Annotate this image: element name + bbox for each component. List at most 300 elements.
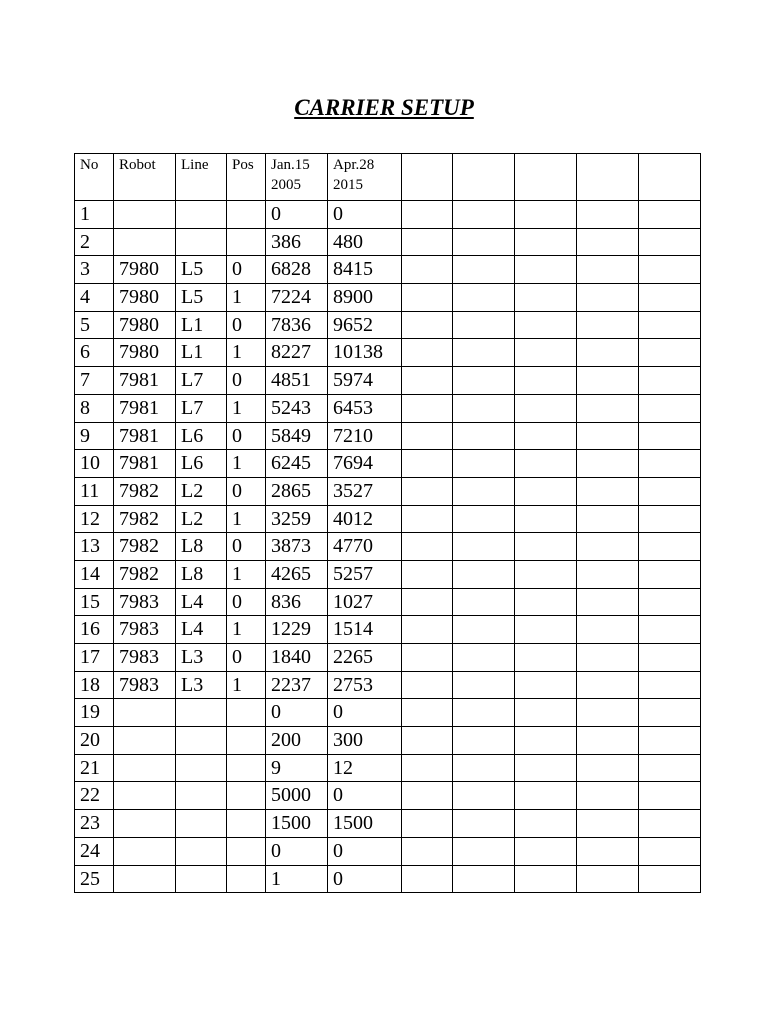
column-header xyxy=(114,154,176,201)
column-header xyxy=(227,154,266,201)
table-cell xyxy=(639,644,701,672)
table-cell: L8 xyxy=(176,533,227,561)
table-cell: 0 xyxy=(227,256,266,284)
table-cell: 1027 xyxy=(328,588,402,616)
table-cell xyxy=(227,201,266,229)
table-cell xyxy=(639,256,701,284)
table-cell: 7210 xyxy=(328,422,402,450)
table-cell xyxy=(453,782,515,810)
table-cell: 6828 xyxy=(266,256,328,284)
table-cell: 0 xyxy=(266,837,328,865)
table-cell xyxy=(577,644,639,672)
table-cell: 0 xyxy=(227,644,266,672)
table-cell: L5 xyxy=(176,256,227,284)
table-cell: 0 xyxy=(328,201,402,229)
table-cell xyxy=(176,754,227,782)
table-cell: 11 xyxy=(75,477,114,505)
table-cell: 20 xyxy=(75,727,114,755)
table-cell xyxy=(577,201,639,229)
table-cell xyxy=(577,422,639,450)
table-cell xyxy=(402,311,453,339)
table-cell xyxy=(402,616,453,644)
table-cell: 7 xyxy=(75,367,114,395)
table-cell: 7980 xyxy=(114,311,176,339)
table-cell: 19 xyxy=(75,699,114,727)
table-cell: 7983 xyxy=(114,588,176,616)
table-cell: 200 xyxy=(266,727,328,755)
table-cell xyxy=(176,727,227,755)
table-row xyxy=(75,367,701,395)
table-cell: 7981 xyxy=(114,394,176,422)
table-cell xyxy=(402,533,453,561)
column-header xyxy=(639,154,701,201)
table-cell xyxy=(577,533,639,561)
column-header-line1: Line xyxy=(181,157,209,173)
column-header xyxy=(453,154,515,201)
table-cell: 7980 xyxy=(114,284,176,312)
table-row xyxy=(75,782,701,810)
table-cell xyxy=(577,367,639,395)
column-header-line2: 2015 xyxy=(333,177,363,193)
table-cell: 7982 xyxy=(114,477,176,505)
table-cell: 2 xyxy=(75,228,114,256)
table-cell: 7694 xyxy=(328,450,402,478)
table-cell xyxy=(577,560,639,588)
table-cell xyxy=(453,810,515,838)
table-cell xyxy=(402,699,453,727)
column-header-line1: Apr.28 xyxy=(333,157,375,173)
table-cell xyxy=(402,560,453,588)
table-row xyxy=(75,865,701,893)
table-cell: 1500 xyxy=(328,810,402,838)
table-cell: L6 xyxy=(176,422,227,450)
table-cell: 3527 xyxy=(328,477,402,505)
table-cell: 13 xyxy=(75,533,114,561)
table-cell xyxy=(402,865,453,893)
table-cell xyxy=(515,837,577,865)
table-cell: 4012 xyxy=(328,505,402,533)
table-cell xyxy=(515,505,577,533)
table-cell: 23 xyxy=(75,810,114,838)
table-row xyxy=(75,422,701,450)
table-cell: 4265 xyxy=(266,560,328,588)
table-cell: L4 xyxy=(176,616,227,644)
table-cell: 7980 xyxy=(114,256,176,284)
table-cell: 7224 xyxy=(266,284,328,312)
table-cell: L1 xyxy=(176,339,227,367)
table-cell xyxy=(453,422,515,450)
table-cell: 2753 xyxy=(328,671,402,699)
table-cell xyxy=(402,727,453,755)
table-row xyxy=(75,256,701,284)
table-cell: 7983 xyxy=(114,616,176,644)
column-header-line1: Jan.15 xyxy=(271,157,310,173)
table-row xyxy=(75,533,701,561)
table-cell xyxy=(114,782,176,810)
table-cell xyxy=(227,727,266,755)
table-cell xyxy=(639,865,701,893)
table-cell: 3259 xyxy=(266,505,328,533)
table-cell xyxy=(227,699,266,727)
table-cell xyxy=(453,228,515,256)
column-header xyxy=(328,154,402,201)
table-cell xyxy=(515,727,577,755)
table-cell xyxy=(577,339,639,367)
table-cell: L3 xyxy=(176,644,227,672)
table-cell xyxy=(114,837,176,865)
table-cell xyxy=(453,284,515,312)
table-cell xyxy=(515,754,577,782)
table-cell xyxy=(577,394,639,422)
table-cell: 9 xyxy=(266,754,328,782)
table-cell xyxy=(577,284,639,312)
table-cell xyxy=(114,201,176,229)
table-cell xyxy=(577,837,639,865)
table-cell xyxy=(639,782,701,810)
table-cell: L6 xyxy=(176,450,227,478)
table-cell xyxy=(515,450,577,478)
table-cell: 1 xyxy=(227,284,266,312)
table-cell: L1 xyxy=(176,311,227,339)
table-cell: 7982 xyxy=(114,505,176,533)
table-cell xyxy=(114,727,176,755)
table-cell xyxy=(515,422,577,450)
table-cell xyxy=(639,367,701,395)
table-row xyxy=(75,201,701,229)
table-row xyxy=(75,644,701,672)
table-cell xyxy=(577,810,639,838)
table-header-row xyxy=(75,154,701,201)
table-cell xyxy=(114,754,176,782)
table-cell: 5000 xyxy=(266,782,328,810)
table-cell: 5243 xyxy=(266,394,328,422)
table-cell: 16 xyxy=(75,616,114,644)
table-cell: 386 xyxy=(266,228,328,256)
table-cell xyxy=(402,837,453,865)
table-cell xyxy=(402,810,453,838)
table-cell: 2865 xyxy=(266,477,328,505)
table-cell: 17 xyxy=(75,644,114,672)
table-cell: 12 xyxy=(328,754,402,782)
table-cell xyxy=(639,311,701,339)
table-cell: 10138 xyxy=(328,339,402,367)
table-cell xyxy=(639,560,701,588)
table-cell xyxy=(453,865,515,893)
table-cell xyxy=(114,865,176,893)
table-cell xyxy=(453,256,515,284)
table-cell xyxy=(402,284,453,312)
table-cell: 1 xyxy=(227,450,266,478)
table-cell xyxy=(453,394,515,422)
table-cell: 5 xyxy=(75,311,114,339)
table-cell: 0 xyxy=(227,367,266,395)
table-cell xyxy=(453,367,515,395)
table-cell xyxy=(453,727,515,755)
table-cell xyxy=(577,616,639,644)
column-header xyxy=(75,154,114,201)
table-cell xyxy=(639,422,701,450)
table-cell xyxy=(639,505,701,533)
table-cell xyxy=(639,284,701,312)
table-cell xyxy=(577,477,639,505)
table-cell: 300 xyxy=(328,727,402,755)
table-cell xyxy=(515,671,577,699)
table-cell xyxy=(114,810,176,838)
table-cell: L7 xyxy=(176,367,227,395)
table-cell: 1 xyxy=(227,339,266,367)
table-cell xyxy=(515,228,577,256)
table-cell: 12 xyxy=(75,505,114,533)
table-cell: 0 xyxy=(227,588,266,616)
table-cell: 1 xyxy=(75,201,114,229)
table-cell: 2265 xyxy=(328,644,402,672)
table-cell xyxy=(577,311,639,339)
table-cell xyxy=(639,616,701,644)
table-cell: 1 xyxy=(266,865,328,893)
table-cell: 21 xyxy=(75,754,114,782)
table-cell xyxy=(227,865,266,893)
table-cell xyxy=(515,284,577,312)
table-cell: 0 xyxy=(227,311,266,339)
table-cell xyxy=(639,588,701,616)
table-cell: 1229 xyxy=(266,616,328,644)
table-cell: 3 xyxy=(75,256,114,284)
table-row xyxy=(75,727,701,755)
table-cell: 18 xyxy=(75,671,114,699)
table-cell: 7981 xyxy=(114,367,176,395)
table-cell: 5849 xyxy=(266,422,328,450)
table-cell xyxy=(402,671,453,699)
table-cell xyxy=(639,228,701,256)
table-cell: 6453 xyxy=(328,394,402,422)
table-cell: 7981 xyxy=(114,450,176,478)
table-cell: L2 xyxy=(176,505,227,533)
table-cell xyxy=(515,367,577,395)
table-cell xyxy=(453,311,515,339)
table-cell: 0 xyxy=(266,201,328,229)
table-cell xyxy=(515,560,577,588)
table-cell xyxy=(453,477,515,505)
table-cell: 2237 xyxy=(266,671,328,699)
table-cell xyxy=(577,865,639,893)
table-cell: 5257 xyxy=(328,560,402,588)
table-cell: 0 xyxy=(227,422,266,450)
table-cell xyxy=(515,533,577,561)
table-cell: 1500 xyxy=(266,810,328,838)
table-cell xyxy=(515,311,577,339)
table-cell xyxy=(453,560,515,588)
table-cell: L5 xyxy=(176,284,227,312)
table-cell xyxy=(453,533,515,561)
table-row xyxy=(75,699,701,727)
table-cell: 1 xyxy=(227,394,266,422)
table-cell xyxy=(402,754,453,782)
table-cell xyxy=(402,339,453,367)
table-cell xyxy=(453,201,515,229)
table-cell xyxy=(453,450,515,478)
table-cell xyxy=(227,754,266,782)
table-cell: 1514 xyxy=(328,616,402,644)
table-cell: L7 xyxy=(176,394,227,422)
table-row xyxy=(75,505,701,533)
table-cell: 836 xyxy=(266,588,328,616)
table-row xyxy=(75,810,701,838)
table-cell: 25 xyxy=(75,865,114,893)
table-row xyxy=(75,339,701,367)
table-cell xyxy=(515,616,577,644)
table-cell: 8900 xyxy=(328,284,402,312)
table-cell xyxy=(515,782,577,810)
table-cell xyxy=(515,339,577,367)
table-cell xyxy=(515,810,577,838)
table-cell: 4851 xyxy=(266,367,328,395)
table-cell xyxy=(176,810,227,838)
table-cell xyxy=(577,450,639,478)
table-cell: 22 xyxy=(75,782,114,810)
table-cell xyxy=(639,837,701,865)
table-row xyxy=(75,837,701,865)
column-header-line1: Robot xyxy=(119,157,156,173)
table-cell xyxy=(114,699,176,727)
table-cell: 0 xyxy=(266,699,328,727)
table-cell xyxy=(515,256,577,284)
table-cell xyxy=(176,837,227,865)
table-cell xyxy=(453,754,515,782)
table-cell: 7982 xyxy=(114,560,176,588)
table-cell xyxy=(176,699,227,727)
table-cell: 6245 xyxy=(266,450,328,478)
table-cell xyxy=(515,201,577,229)
column-header-line2: 2005 xyxy=(271,177,301,193)
table-cell: 14 xyxy=(75,560,114,588)
table-cell: 0 xyxy=(227,477,266,505)
table-cell xyxy=(453,837,515,865)
table-cell: 0 xyxy=(227,533,266,561)
table-cell xyxy=(639,533,701,561)
table-cell xyxy=(402,450,453,478)
table-cell xyxy=(515,644,577,672)
table-cell xyxy=(577,782,639,810)
table-cell xyxy=(176,201,227,229)
table-row xyxy=(75,477,701,505)
table-cell xyxy=(515,588,577,616)
table-cell: 1 xyxy=(227,560,266,588)
table-cell: 7980 xyxy=(114,339,176,367)
table-cell xyxy=(402,422,453,450)
table-cell xyxy=(402,505,453,533)
table-cell: 7981 xyxy=(114,422,176,450)
table-cell xyxy=(402,256,453,284)
table-cell: 1 xyxy=(227,671,266,699)
table-cell xyxy=(639,477,701,505)
table-cell: 7836 xyxy=(266,311,328,339)
table-cell xyxy=(402,367,453,395)
table-cell xyxy=(515,699,577,727)
table-row xyxy=(75,228,701,256)
table-cell xyxy=(639,727,701,755)
column-header-line1: Pos xyxy=(232,157,254,173)
column-header xyxy=(176,154,227,201)
table-cell: 9 xyxy=(75,422,114,450)
table-cell xyxy=(639,339,701,367)
table-cell: 7982 xyxy=(114,533,176,561)
table-cell xyxy=(577,256,639,284)
table-cell: 0 xyxy=(328,782,402,810)
table-cell xyxy=(402,394,453,422)
table-cell xyxy=(176,228,227,256)
table-cell xyxy=(176,865,227,893)
table-cell xyxy=(402,477,453,505)
table-cell xyxy=(453,339,515,367)
table-cell: L4 xyxy=(176,588,227,616)
table-cell xyxy=(227,837,266,865)
table-cell xyxy=(639,810,701,838)
table-cell: 6 xyxy=(75,339,114,367)
column-header xyxy=(402,154,453,201)
table-cell xyxy=(577,699,639,727)
table-cell xyxy=(577,671,639,699)
table-cell: 8415 xyxy=(328,256,402,284)
table-cell xyxy=(453,671,515,699)
table-cell xyxy=(639,699,701,727)
column-header xyxy=(515,154,577,201)
table-cell: L2 xyxy=(176,477,227,505)
table-cell xyxy=(453,505,515,533)
table-row xyxy=(75,560,701,588)
table-cell: 4770 xyxy=(328,533,402,561)
table-row xyxy=(75,284,701,312)
table-cell xyxy=(577,505,639,533)
table-cell: 0 xyxy=(328,699,402,727)
table-cell xyxy=(453,616,515,644)
table-cell: 10 xyxy=(75,450,114,478)
table-cell: 8227 xyxy=(266,339,328,367)
table-cell xyxy=(639,754,701,782)
table-row xyxy=(75,616,701,644)
table-cell: 8 xyxy=(75,394,114,422)
carrier-setup-table xyxy=(74,153,701,893)
table-cell xyxy=(515,477,577,505)
table-row xyxy=(75,588,701,616)
table-cell: 5974 xyxy=(328,367,402,395)
table-cell: 0 xyxy=(328,865,402,893)
table-cell: 7983 xyxy=(114,671,176,699)
table-cell xyxy=(402,644,453,672)
table-cell: 15 xyxy=(75,588,114,616)
table-cell: 9652 xyxy=(328,311,402,339)
page-title: CARRIER SETUP xyxy=(294,95,474,120)
table-cell xyxy=(577,588,639,616)
table-cell: 1840 xyxy=(266,644,328,672)
table-row xyxy=(75,394,701,422)
table-cell xyxy=(114,228,176,256)
table-cell xyxy=(453,588,515,616)
table-cell xyxy=(402,782,453,810)
table-cell: 1 xyxy=(227,616,266,644)
table-cell xyxy=(639,394,701,422)
table-cell: 4 xyxy=(75,284,114,312)
table-cell: L3 xyxy=(176,671,227,699)
column-header xyxy=(577,154,639,201)
table-cell xyxy=(577,228,639,256)
table-row xyxy=(75,311,701,339)
table-cell xyxy=(453,699,515,727)
table-cell xyxy=(402,588,453,616)
table-cell xyxy=(227,782,266,810)
table-cell: 3873 xyxy=(266,533,328,561)
table-cell xyxy=(453,644,515,672)
table-cell: 1 xyxy=(227,505,266,533)
